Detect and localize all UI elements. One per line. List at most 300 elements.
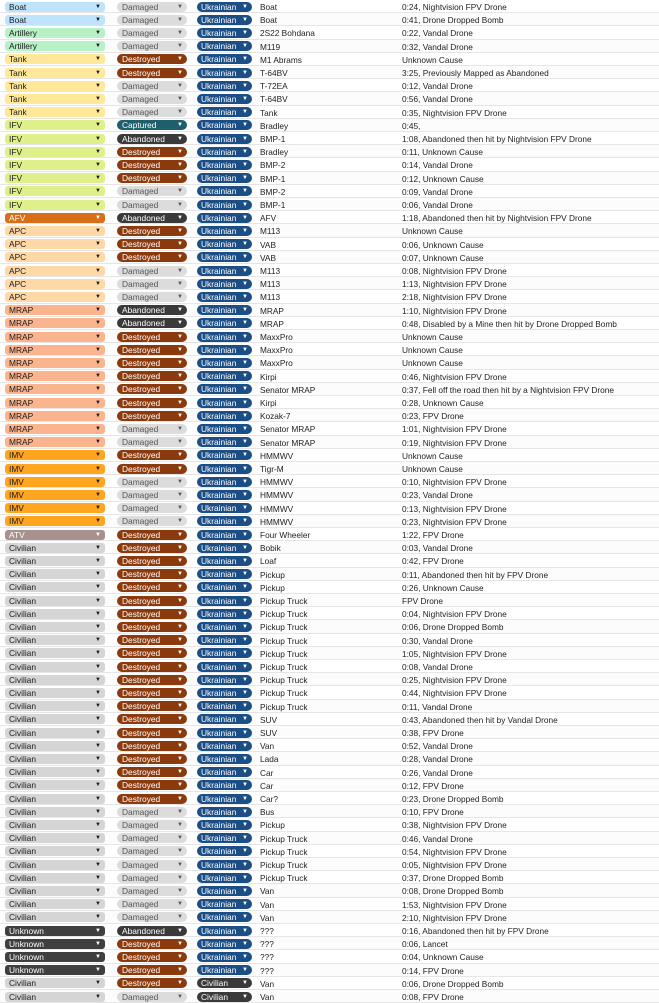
- owner-select[interactable]: [197, 160, 252, 170]
- owner-select[interactable]: [197, 675, 252, 685]
- owner-select[interactable]: [197, 596, 252, 606]
- status-select[interactable]: [117, 200, 187, 210]
- owner-select[interactable]: [197, 688, 252, 698]
- status-select[interactable]: [117, 860, 187, 870]
- owner-select[interactable]: [197, 662, 252, 672]
- table-row: [0, 739, 659, 752]
- status-select[interactable]: [117, 873, 187, 883]
- chevron-down-icon: ▼: [95, 835, 101, 842]
- category-select[interactable]: [5, 899, 105, 909]
- category-select[interactable]: [5, 437, 105, 447]
- vehicle-model: Bobik: [260, 543, 281, 554]
- category-select[interactable]: [5, 728, 105, 738]
- owner-select[interactable]: [197, 926, 252, 936]
- owner-select[interactable]: [197, 503, 252, 513]
- chevron-down-icon: ▼: [95, 425, 101, 432]
- owner-select[interactable]: [197, 714, 252, 724]
- status-select[interactable]: [117, 992, 187, 1002]
- category-select[interactable]: [5, 134, 105, 144]
- status-select[interactable]: [117, 609, 187, 619]
- category-select[interactable]: [5, 318, 105, 328]
- category-label: Civilian: [9, 608, 36, 619]
- table-row: [0, 304, 659, 317]
- owner-select[interactable]: [197, 252, 252, 262]
- status-select[interactable]: [117, 978, 187, 988]
- category-select[interactable]: [5, 714, 105, 724]
- category-label: Civilian: [9, 687, 36, 698]
- status-select[interactable]: [117, 2, 187, 12]
- status-select[interactable]: [117, 912, 187, 922]
- category-select[interactable]: [5, 596, 105, 606]
- owner-select[interactable]: [197, 648, 252, 658]
- owner-select[interactable]: [197, 807, 252, 817]
- category-select[interactable]: [5, 120, 105, 130]
- category-select[interactable]: [5, 411, 105, 421]
- owner-select[interactable]: [197, 912, 252, 922]
- status-select[interactable]: [117, 186, 187, 196]
- chevron-down-icon: ▼: [177, 901, 183, 908]
- chevron-down-icon: ▼: [177, 241, 183, 248]
- status-select[interactable]: [117, 318, 187, 328]
- owner-select[interactable]: [197, 635, 252, 645]
- status-select[interactable]: [117, 279, 187, 289]
- status-select[interactable]: [117, 239, 187, 249]
- status-select[interactable]: [117, 714, 187, 724]
- owner-select[interactable]: [197, 767, 252, 777]
- owner-select[interactable]: [197, 780, 252, 790]
- owner-select[interactable]: [197, 728, 252, 738]
- chevron-down-icon: ▼: [242, 597, 248, 604]
- owner-select[interactable]: [197, 81, 252, 91]
- category-select[interactable]: [5, 992, 105, 1002]
- owner-select[interactable]: [197, 899, 252, 909]
- category-select[interactable]: [5, 688, 105, 698]
- status-select[interactable]: [117, 292, 187, 302]
- status-select[interactable]: [117, 582, 187, 592]
- status-select[interactable]: [117, 741, 187, 751]
- status-select[interactable]: [117, 794, 187, 804]
- category-select[interactable]: [5, 794, 105, 804]
- owner-select[interactable]: [197, 28, 252, 38]
- status-select[interactable]: [117, 450, 187, 460]
- status-select[interactable]: [117, 596, 187, 606]
- table-row: [0, 198, 659, 211]
- status-select[interactable]: [117, 648, 187, 658]
- status-select[interactable]: [117, 767, 187, 777]
- loss-note: Unknown Cause: [402, 345, 463, 356]
- owner-select[interactable]: [197, 279, 252, 289]
- status-select[interactable]: [117, 490, 187, 500]
- category-select[interactable]: [5, 701, 105, 711]
- category-select[interactable]: [5, 252, 105, 262]
- status-label: Damaged: [122, 186, 159, 197]
- chevron-down-icon: ▼: [242, 412, 248, 419]
- loss-note: 0:06, Vandal Drone: [402, 200, 473, 210]
- category-select[interactable]: [5, 833, 105, 843]
- chevron-down-icon: ▼: [177, 755, 183, 762]
- category-label: Boat: [9, 14, 27, 25]
- category-select[interactable]: [5, 780, 105, 790]
- category-select[interactable]: [5, 292, 105, 302]
- category-select[interactable]: [5, 741, 105, 751]
- table-row: [0, 40, 659, 53]
- status-select[interactable]: [117, 820, 187, 830]
- chevron-down-icon: ▼: [95, 491, 101, 498]
- status-select[interactable]: [117, 754, 187, 764]
- category-select[interactable]: [5, 332, 105, 342]
- status-select[interactable]: [117, 371, 187, 381]
- chevron-down-icon: ▼: [177, 122, 183, 129]
- owner-select[interactable]: [197, 622, 252, 632]
- category-select[interactable]: [5, 384, 105, 394]
- owner-select[interactable]: [197, 54, 252, 64]
- vehicle-model: Car?: [260, 794, 278, 804]
- status-select[interactable]: [117, 41, 187, 51]
- owner-select[interactable]: [197, 794, 252, 804]
- status-select[interactable]: [117, 899, 187, 909]
- status-select[interactable]: [117, 662, 187, 672]
- owner-select[interactable]: [197, 424, 252, 434]
- owner-select[interactable]: [197, 15, 252, 25]
- status-select[interactable]: [117, 939, 187, 949]
- owner-select[interactable]: [197, 939, 252, 949]
- status-select[interactable]: [117, 68, 187, 78]
- chevron-down-icon: ▼: [242, 293, 248, 300]
- category-label: Civilian: [9, 899, 36, 910]
- owner-select[interactable]: [197, 516, 252, 526]
- category-select[interactable]: [5, 371, 105, 381]
- status-select[interactable]: [117, 556, 187, 566]
- category-select[interactable]: [5, 54, 105, 64]
- category-select[interactable]: [5, 662, 105, 672]
- owner-select[interactable]: [197, 464, 252, 474]
- category-select[interactable]: [5, 926, 105, 936]
- chevron-down-icon: ▼: [95, 373, 101, 380]
- owner-select[interactable]: [197, 332, 252, 342]
- status-select[interactable]: [117, 54, 187, 64]
- owner-select[interactable]: [197, 833, 252, 843]
- category-label: APC: [9, 278, 27, 289]
- category-select[interactable]: [5, 160, 105, 170]
- owner-select[interactable]: [197, 213, 252, 223]
- category-select[interactable]: [5, 569, 105, 579]
- loss-note: 0:52, Vandal Drone: [402, 741, 473, 752]
- vehicle-model: 2S22 Bohdana: [260, 28, 315, 39]
- category-select[interactable]: [5, 226, 105, 236]
- vehicle-model: VAB: [260, 252, 276, 263]
- chevron-down-icon: ▼: [95, 148, 101, 155]
- status-select[interactable]: [117, 94, 187, 104]
- status-select[interactable]: [117, 384, 187, 394]
- status-select[interactable]: [117, 15, 187, 25]
- category-label: Civilian: [9, 555, 36, 566]
- owner-select[interactable]: [197, 965, 252, 975]
- owner-select[interactable]: [197, 134, 252, 144]
- loss-note: 0:12, Vandal Drone: [402, 81, 473, 92]
- owner-select[interactable]: [197, 530, 252, 540]
- status-select[interactable]: [117, 516, 187, 526]
- category-select[interactable]: [5, 200, 105, 210]
- chevron-down-icon: ▼: [177, 439, 183, 446]
- owner-select[interactable]: [197, 886, 252, 896]
- loss-note: 0:08, Drone Dropped Bomb: [402, 886, 504, 897]
- owner-select[interactable]: [197, 94, 252, 104]
- status-select[interactable]: [117, 345, 187, 355]
- owner-select[interactable]: [197, 107, 252, 117]
- owner-select[interactable]: [197, 371, 252, 381]
- category-select[interactable]: [5, 279, 105, 289]
- category-select[interactable]: [5, 173, 105, 183]
- owner-select[interactable]: [197, 120, 252, 130]
- category-select[interactable]: [5, 305, 105, 315]
- chevron-down-icon: ▼: [177, 637, 183, 644]
- status-label: Damaged: [122, 859, 159, 870]
- category-select[interactable]: [5, 81, 105, 91]
- loss-note: Unknown Cause: [402, 358, 463, 369]
- category-label: Unknown: [9, 951, 44, 962]
- owner-label: Ukrainian: [201, 463, 237, 474]
- owner-select[interactable]: [197, 398, 252, 408]
- owner-select[interactable]: [197, 992, 252, 1002]
- status-select[interactable]: [117, 569, 187, 579]
- category-select[interactable]: [5, 846, 105, 856]
- category-select[interactable]: [5, 886, 105, 896]
- category-select[interactable]: [5, 464, 105, 474]
- status-select[interactable]: [117, 833, 187, 843]
- category-select[interactable]: [5, 609, 105, 619]
- status-select[interactable]: [117, 160, 187, 170]
- category-select[interactable]: [5, 860, 105, 870]
- owner-select[interactable]: [197, 556, 252, 566]
- chevron-down-icon: ▼: [177, 808, 183, 815]
- vehicle-model: M1 Abrams: [260, 54, 302, 65]
- category-label: MRAP: [9, 423, 34, 434]
- status-select[interactable]: [117, 358, 187, 368]
- category-select[interactable]: [5, 939, 105, 949]
- owner-select[interactable]: [197, 450, 252, 460]
- category-select[interactable]: [5, 68, 105, 78]
- owner-select[interactable]: [197, 609, 252, 619]
- category-label: Civilian: [9, 753, 36, 764]
- owner-select[interactable]: [197, 873, 252, 883]
- category-select[interactable]: [5, 767, 105, 777]
- owner-label: Ukrainian: [201, 714, 237, 725]
- owner-select[interactable]: [197, 477, 252, 487]
- category-select[interactable]: [5, 345, 105, 355]
- owner-select[interactable]: [197, 490, 252, 500]
- owner-label: Ukrainian: [201, 476, 237, 487]
- category-select[interactable]: [5, 820, 105, 830]
- status-select[interactable]: [117, 780, 187, 790]
- owner-select[interactable]: [197, 846, 252, 856]
- chevron-down-icon: ▼: [95, 887, 101, 894]
- status-select[interactable]: [117, 173, 187, 183]
- status-select[interactable]: [117, 477, 187, 487]
- category-select[interactable]: [5, 530, 105, 540]
- status-select[interactable]: [117, 728, 187, 738]
- category-select[interactable]: [5, 186, 105, 196]
- category-select[interactable]: [5, 807, 105, 817]
- category-select[interactable]: [5, 450, 105, 460]
- category-select[interactable]: [5, 41, 105, 51]
- vehicle-model: Kirpi: [260, 398, 277, 408]
- chevron-down-icon: ▼: [242, 175, 248, 182]
- owner-select[interactable]: [197, 384, 252, 394]
- category-select[interactable]: [5, 239, 105, 249]
- table-row: [0, 779, 659, 792]
- owner-label: Ukrainian: [201, 859, 237, 870]
- status-select[interactable]: [117, 701, 187, 711]
- status-select[interactable]: [117, 213, 187, 223]
- chevron-down-icon: ▼: [242, 901, 248, 908]
- category-select[interactable]: [5, 358, 105, 368]
- chevron-down-icon: ▼: [95, 254, 101, 261]
- category-select[interactable]: [5, 912, 105, 922]
- vehicle-model: MaxxPro: [260, 345, 293, 356]
- status-select[interactable]: [117, 688, 187, 698]
- status-select[interactable]: [117, 675, 187, 685]
- owner-select[interactable]: [197, 741, 252, 751]
- owner-select[interactable]: [197, 305, 252, 315]
- vehicle-model: Boat: [260, 2, 278, 12]
- owner-select[interactable]: [197, 358, 252, 368]
- category-select[interactable]: [5, 15, 105, 25]
- chevron-down-icon: ▼: [242, 953, 248, 960]
- vehicle-model: Bus: [260, 807, 275, 818]
- table-row: [0, 964, 659, 977]
- status-select[interactable]: [117, 411, 187, 421]
- category-select[interactable]: [5, 952, 105, 962]
- category-select[interactable]: [5, 873, 105, 883]
- status-select[interactable]: [117, 332, 187, 342]
- status-select[interactable]: [117, 622, 187, 632]
- owner-select[interactable]: [197, 173, 252, 183]
- category-select[interactable]: [5, 648, 105, 658]
- vehicle-model: T-64BV: [260, 94, 288, 105]
- category-select[interactable]: [5, 107, 105, 117]
- status-select[interactable]: [117, 120, 187, 130]
- category-select[interactable]: [5, 213, 105, 223]
- category-select[interactable]: [5, 94, 105, 104]
- status-select[interactable]: [117, 886, 187, 896]
- table-row: [0, 634, 659, 647]
- owner-select[interactable]: [197, 860, 252, 870]
- category-select[interactable]: [5, 266, 105, 276]
- category-select[interactable]: [5, 556, 105, 566]
- owner-select[interactable]: [197, 41, 252, 51]
- status-select[interactable]: [117, 134, 187, 144]
- loss-note: 0:26, Unknown Cause: [402, 582, 484, 593]
- owner-select[interactable]: [197, 345, 252, 355]
- status-select[interactable]: [117, 437, 187, 447]
- status-select[interactable]: [117, 635, 187, 645]
- category-select[interactable]: [5, 543, 105, 553]
- owner-select[interactable]: [197, 582, 252, 592]
- owner-select[interactable]: [197, 147, 252, 157]
- category-select[interactable]: [5, 675, 105, 685]
- owner-select[interactable]: [197, 701, 252, 711]
- table-row: [0, 132, 659, 145]
- category-label: Unknown: [9, 925, 44, 936]
- category-select[interactable]: [5, 424, 105, 434]
- category-select[interactable]: [5, 398, 105, 408]
- chevron-down-icon: ▼: [242, 861, 248, 868]
- status-select[interactable]: [117, 266, 187, 276]
- status-select[interactable]: [117, 952, 187, 962]
- status-select[interactable]: [117, 424, 187, 434]
- chevron-down-icon: ▼: [242, 3, 248, 10]
- owner-label: Ukrainian: [201, 357, 237, 368]
- category-select[interactable]: [5, 477, 105, 487]
- status-select[interactable]: [117, 28, 187, 38]
- owner-select[interactable]: [197, 2, 252, 12]
- category-select[interactable]: [5, 490, 105, 500]
- category-select[interactable]: [5, 28, 105, 38]
- owner-select[interactable]: [197, 318, 252, 328]
- category-select[interactable]: [5, 622, 105, 632]
- category-select[interactable]: [5, 965, 105, 975]
- status-label: Destroyed: [122, 793, 161, 804]
- status-select[interactable]: [117, 107, 187, 117]
- chevron-down-icon: ▼: [177, 821, 183, 828]
- status-select[interactable]: [117, 965, 187, 975]
- vehicle-model: Pickup Truck: [260, 833, 308, 844]
- category-select[interactable]: [5, 503, 105, 513]
- owner-label: Ukrainian: [201, 555, 237, 566]
- category-select[interactable]: [5, 2, 105, 12]
- owner-select[interactable]: [197, 754, 252, 764]
- owner-select[interactable]: [197, 226, 252, 236]
- owner-label: Ukrainian: [201, 938, 237, 949]
- category-select[interactable]: [5, 516, 105, 526]
- owner-select[interactable]: [197, 952, 252, 962]
- status-select[interactable]: [117, 226, 187, 236]
- owner-select[interactable]: [197, 292, 252, 302]
- owner-select[interactable]: [197, 68, 252, 78]
- status-select[interactable]: [117, 398, 187, 408]
- status-select[interactable]: [117, 926, 187, 936]
- owner-select[interactable]: [197, 820, 252, 830]
- owner-select[interactable]: [197, 411, 252, 421]
- status-select[interactable]: [117, 543, 187, 553]
- category-select[interactable]: [5, 978, 105, 988]
- status-select[interactable]: [117, 846, 187, 856]
- owner-select[interactable]: [197, 200, 252, 210]
- category-select[interactable]: [5, 582, 105, 592]
- owner-select[interactable]: [197, 978, 252, 988]
- owner-select[interactable]: [197, 437, 252, 447]
- status-select[interactable]: [117, 252, 187, 262]
- owner-select[interactable]: [197, 569, 252, 579]
- status-select[interactable]: [117, 305, 187, 315]
- status-select[interactable]: [117, 530, 187, 540]
- status-select[interactable]: [117, 81, 187, 91]
- status-select[interactable]: [117, 147, 187, 157]
- vehicle-model: MRAP: [260, 305, 284, 316]
- status-select[interactable]: [117, 464, 187, 474]
- owner-select[interactable]: [197, 543, 252, 553]
- status-select[interactable]: [117, 503, 187, 513]
- category-select[interactable]: [5, 635, 105, 645]
- owner-select[interactable]: [197, 266, 252, 276]
- chevron-down-icon: ▼: [95, 610, 101, 617]
- owner-select[interactable]: [197, 186, 252, 196]
- owner-select[interactable]: [197, 239, 252, 249]
- category-select[interactable]: [5, 754, 105, 764]
- chevron-down-icon: ▼: [177, 887, 183, 894]
- category-select[interactable]: [5, 147, 105, 157]
- status-select[interactable]: [117, 807, 187, 817]
